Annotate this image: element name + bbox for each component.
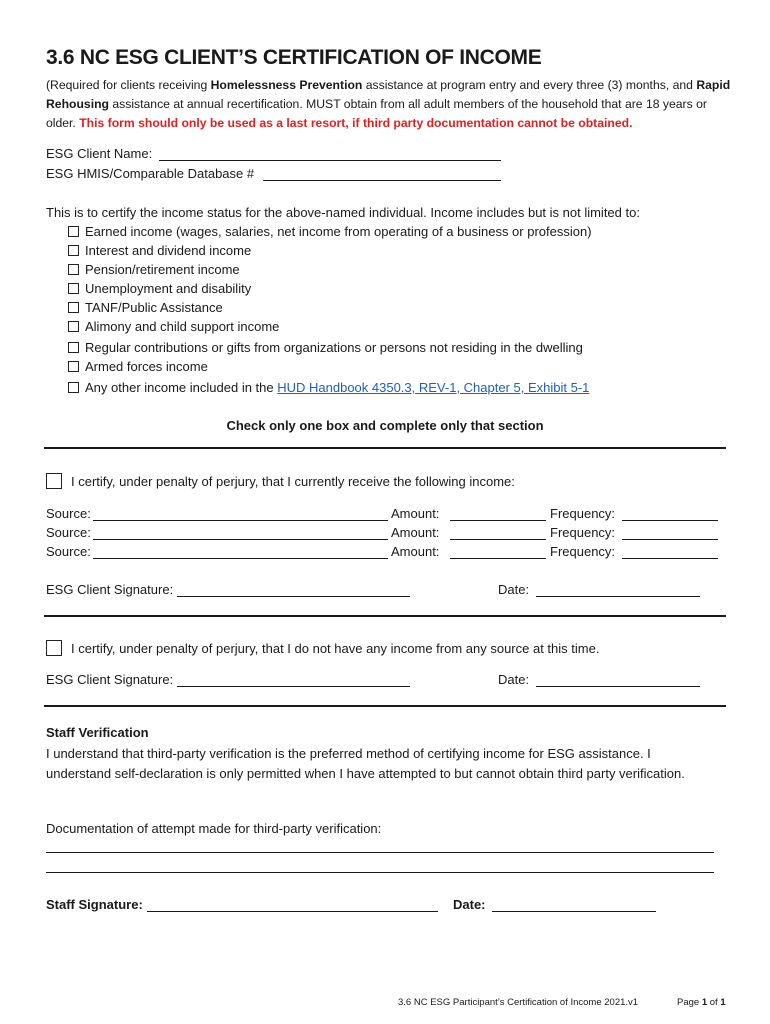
income-type-label: TANF/Public Assistance <box>85 300 223 315</box>
section1-checkbox[interactable] <box>46 473 62 489</box>
source-label: Source: <box>46 525 91 540</box>
date-label: Date: <box>498 582 530 597</box>
frequency-label: Frequency: <box>550 544 616 559</box>
income-type-item[interactable] <box>68 281 251 296</box>
source-label: Source: <box>46 506 91 521</box>
intro-text-1: (Required for clients receiving <box>46 78 211 92</box>
section-divider <box>44 705 726 707</box>
staff-signature-field[interactable] <box>147 911 438 912</box>
check-only-one-instruction: Check only one box and complete only that section <box>226 418 544 433</box>
income-type-label: Regular contributions or gifts from organizations or persons not residing in the dwelling <box>85 340 583 355</box>
income-type-label: Alimony and child support income <box>85 319 280 334</box>
date-field[interactable] <box>536 596 700 597</box>
section-divider <box>44 447 726 449</box>
staff-date-label: Date: <box>453 897 486 912</box>
intro-text-3: assistance at annual recertification. MUST obtain from all adult members of the household that are 18 years or older. <box>46 97 707 130</box>
checkbox-icon[interactable] <box>68 361 79 372</box>
client-signature-field[interactable] <box>177 686 410 687</box>
checkbox-icon[interactable] <box>68 264 79 275</box>
certify-intro: This is to certify the income status for the above-named individual. Income includes but is not limited to: <box>46 205 640 220</box>
documentation-label: Documentation of attempt made for third-party verification: <box>46 821 382 836</box>
date-field[interactable] <box>536 686 700 687</box>
source-label: Source: <box>46 544 91 559</box>
form-title: 3.6 NC ESG CLIENT’S CERTIFICATION OF INCOME <box>46 46 542 69</box>
hmis-number-field[interactable] <box>263 180 501 181</box>
checkbox-icon[interactable] <box>68 321 79 332</box>
client-name-label: ESG Client Name: <box>46 146 153 161</box>
client-name-field[interactable] <box>159 160 501 161</box>
hud-handbook-link[interactable]: HUD Handbook 4350.3, REV-1, Chapter 5, Exhibit 5-1 <box>277 380 590 395</box>
documentation-field-line[interactable] <box>46 872 714 873</box>
frequency-field[interactable] <box>622 558 718 559</box>
client-signature-field[interactable] <box>177 596 410 597</box>
income-type-item[interactable] <box>68 319 279 334</box>
income-type-label: Pension/retirement income <box>85 262 240 277</box>
checkbox-icon[interactable] <box>68 382 79 393</box>
page-current: 1 <box>701 997 708 1008</box>
amount-field[interactable] <box>450 520 546 521</box>
income-type-item[interactable] <box>68 262 240 277</box>
income-type-item[interactable] <box>68 243 251 258</box>
checkbox-icon[interactable] <box>68 302 79 313</box>
page-total: 1 <box>720 997 726 1008</box>
intro-bold-rapid-rehousing: Rapid Rehousing <box>46 78 731 111</box>
frequency-field[interactable] <box>622 539 718 540</box>
hmis-label: ESG HMIS/Comparable Database # <box>46 166 255 181</box>
source-field[interactable] <box>93 539 388 540</box>
intro-text-2: assistance at program entry and every three (3) months, and <box>362 78 697 92</box>
income-type-item[interactable] <box>68 340 583 355</box>
intro-warning: This form should only be used as a last resort, if third party documentation cannot be obtained. <box>79 116 633 130</box>
checkbox-icon[interactable] <box>68 245 79 256</box>
amount-label: Amount: <box>391 506 440 521</box>
footer-page-number <box>677 997 726 1008</box>
page-of: of <box>707 997 721 1008</box>
amount-label: Amount: <box>391 525 440 540</box>
income-type-item[interactable] <box>68 359 208 374</box>
source-field[interactable] <box>93 558 388 559</box>
income-type-label: Earned income (wages, salaries, net income from operating of a business or profession) <box>85 224 592 239</box>
other-income-prefix: Any other income included in the <box>85 380 278 395</box>
income-type-item[interactable] <box>68 224 592 239</box>
date-label: Date: <box>498 672 530 687</box>
staff-verification-heading: Staff Verification <box>46 725 149 740</box>
section2-statement: I certify, under penalty of perjury, that I do not have any income from any source at this time. <box>71 641 600 656</box>
income-type-item[interactable] <box>68 380 589 395</box>
footer-document-id: 3.6 NC ESG Participant’s Certification of Income 2021.v1 <box>398 997 639 1008</box>
section-divider <box>44 615 726 617</box>
frequency-field[interactable] <box>622 520 718 521</box>
income-type-label: Interest and dividend income <box>85 243 252 258</box>
checkbox-icon[interactable] <box>68 283 79 294</box>
section1-statement: I certify, under penalty of perjury, that I currently receive the following income: <box>71 474 515 489</box>
client-signature-label: ESG Client Signature: <box>46 582 174 597</box>
intro-bold-homelessness-prevention: Homelessness Prevention <box>210 78 363 92</box>
frequency-label: Frequency: <box>550 506 616 521</box>
staff-date-field[interactable] <box>492 911 656 912</box>
amount-field[interactable] <box>450 558 546 559</box>
client-signature-label: ESG Client Signature: <box>46 672 174 687</box>
checkbox-icon[interactable] <box>68 342 79 353</box>
income-type-label: Unemployment and disability <box>85 281 252 296</box>
amount-label: Amount: <box>391 544 440 559</box>
page-prefix: Page <box>677 997 702 1008</box>
income-type-label: Armed forces income <box>85 359 208 374</box>
frequency-label: Frequency: <box>550 525 616 540</box>
staff-signature-label: Staff Signature: <box>46 897 143 912</box>
section2-checkbox[interactable] <box>46 640 62 656</box>
intro-paragraph <box>46 76 734 133</box>
staff-verification-text: I understand that third-party verification is the preferred method of certifying income for ESG assistance. I understand self-declaration is only permitted when I have attempted to but cannot obtain third party verification. <box>46 746 685 781</box>
income-type-item[interactable] <box>68 300 223 315</box>
documentation-field-line[interactable] <box>46 852 714 853</box>
amount-field[interactable] <box>450 539 546 540</box>
source-field[interactable] <box>93 520 388 521</box>
checkbox-icon[interactable] <box>68 226 79 237</box>
